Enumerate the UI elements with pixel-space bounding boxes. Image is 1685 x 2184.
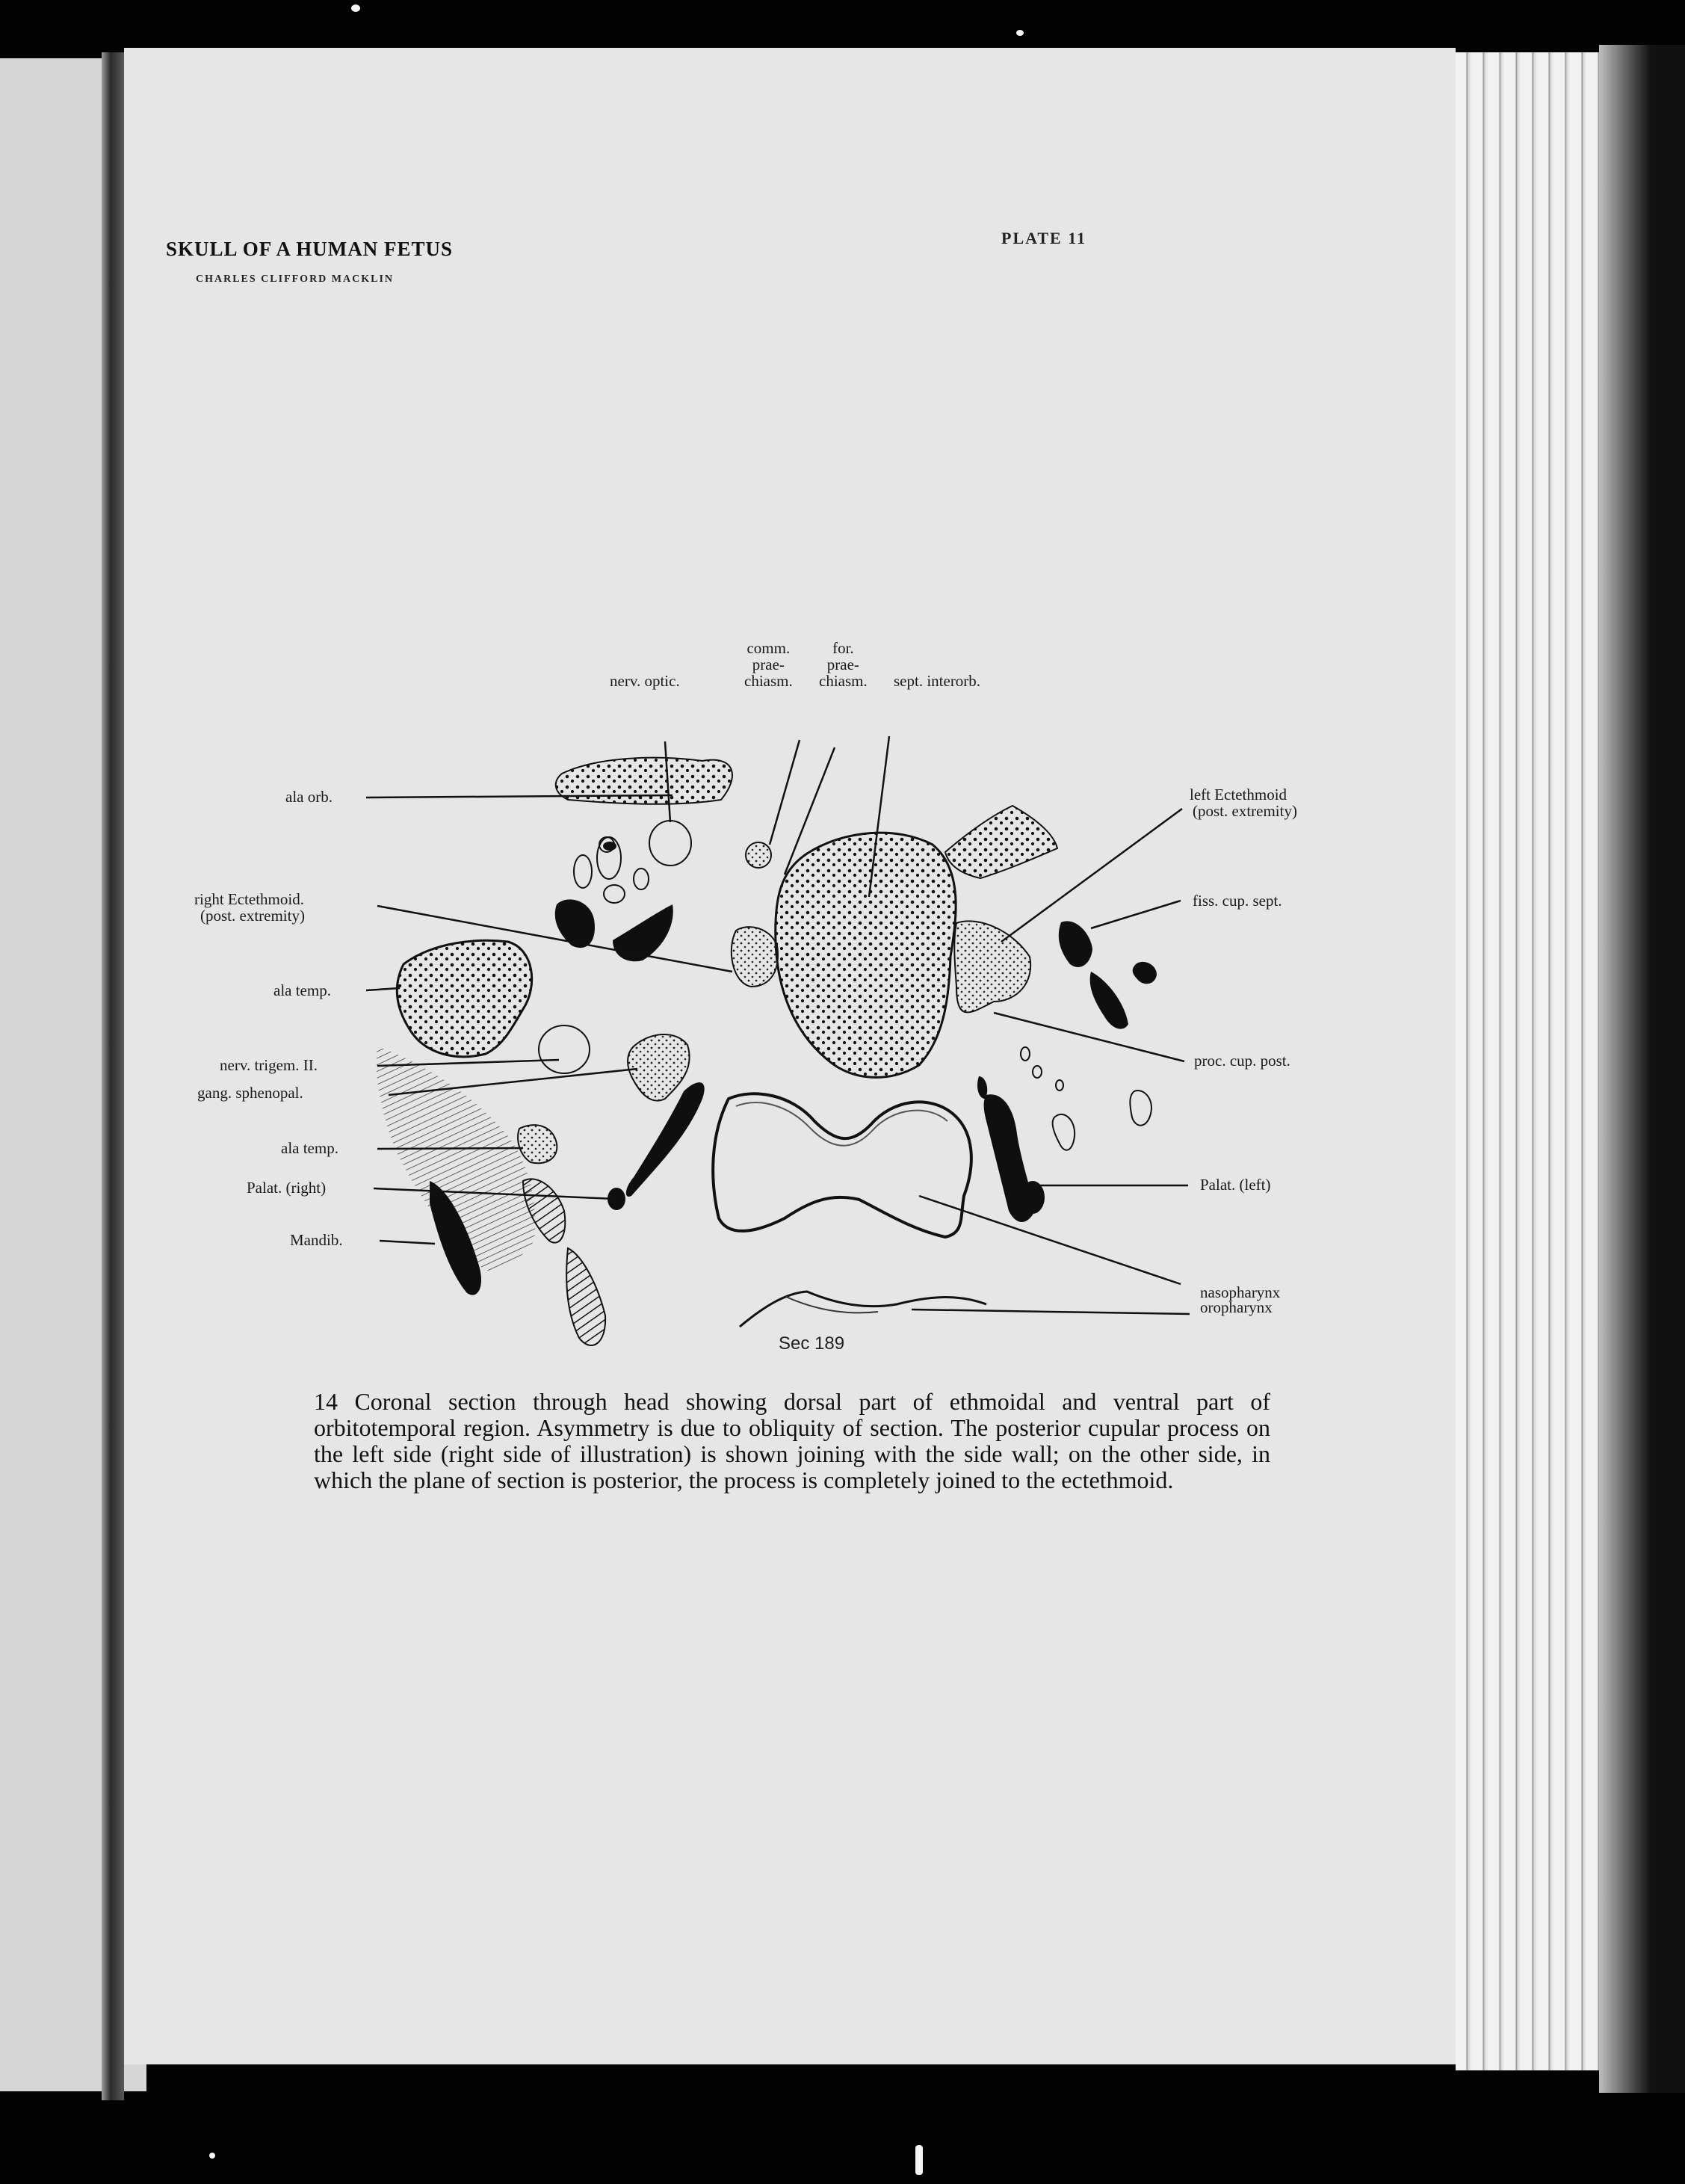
label-proc-cup-post: proc. cup. post. xyxy=(1194,1052,1290,1070)
label-right-ectethmoid-sub: (post. extremity) xyxy=(200,907,305,925)
scan-speck xyxy=(1016,30,1024,36)
scan-speck xyxy=(351,4,360,12)
running-author: CHARLES CLIFFORD MACKLIN xyxy=(196,274,395,285)
label-ala-temp: ala temp. xyxy=(273,981,331,999)
scan-speck xyxy=(209,2153,215,2159)
label-palat-left: Palat. (left) xyxy=(1200,1176,1271,1194)
label-nerv-optic: nerv. optic. xyxy=(610,672,680,690)
plate-number: PLATE 11 xyxy=(1001,229,1087,247)
label-right-ectethmoid: right Ectethmoid. xyxy=(194,890,304,908)
figure-caption: 14 Coronal section through head showing dorsal part of ethmoidal and ventral part of orbitotemporal region. Asymmetry is due to obliquity of section. The posterior cupular process on the left side (right side of illustration) is shown joining with the side wall; on the other side, in which the plane of section is posterior, the process is completely joined to the ectethmoid. xyxy=(314,1388,1270,1493)
label-oropharynx: oropharynx xyxy=(1200,1298,1273,1316)
scan-speck xyxy=(915,2145,923,2175)
label-mandib: Mandib. xyxy=(290,1231,343,1249)
label-for-chiasm: chiasm. xyxy=(819,672,868,690)
label-for: for. xyxy=(832,639,854,657)
label-nerv-trigem: nerv. trigem. II. xyxy=(220,1056,318,1074)
label-ala-orb: ala orb. xyxy=(285,788,333,806)
label-palat-right: Palat. (right) xyxy=(247,1179,327,1197)
label-for-prae: prae- xyxy=(826,655,859,673)
label-for-prae-chiasm xyxy=(819,640,868,689)
label-fiss-cup-sept: fiss. cup. sept. xyxy=(1193,892,1282,910)
label-comm-chiasm: chiasm. xyxy=(744,672,793,690)
label-comm-prae: prae- xyxy=(752,655,785,673)
section-number: Sec 189 xyxy=(779,1333,845,1354)
label-ala-temp-2: ala temp. xyxy=(281,1139,338,1157)
running-title: SKULL OF A HUMAN FETUS xyxy=(166,238,454,260)
label-sept-interorb: sept. interorb. xyxy=(894,672,981,690)
label-nasopharynx: nasopharynx xyxy=(1200,1283,1281,1301)
label-comm: comm. xyxy=(746,639,791,657)
label-gang-sphenopal: gang. sphenopal. xyxy=(197,1084,303,1102)
label-left-ectethmoid: left Ectethmoid xyxy=(1190,786,1287,803)
figure-labels xyxy=(124,48,1456,2064)
label-comm-prae-chiasm xyxy=(744,640,793,689)
label-left-ectethmoid-sub: (post. extremity) xyxy=(1193,802,1297,820)
